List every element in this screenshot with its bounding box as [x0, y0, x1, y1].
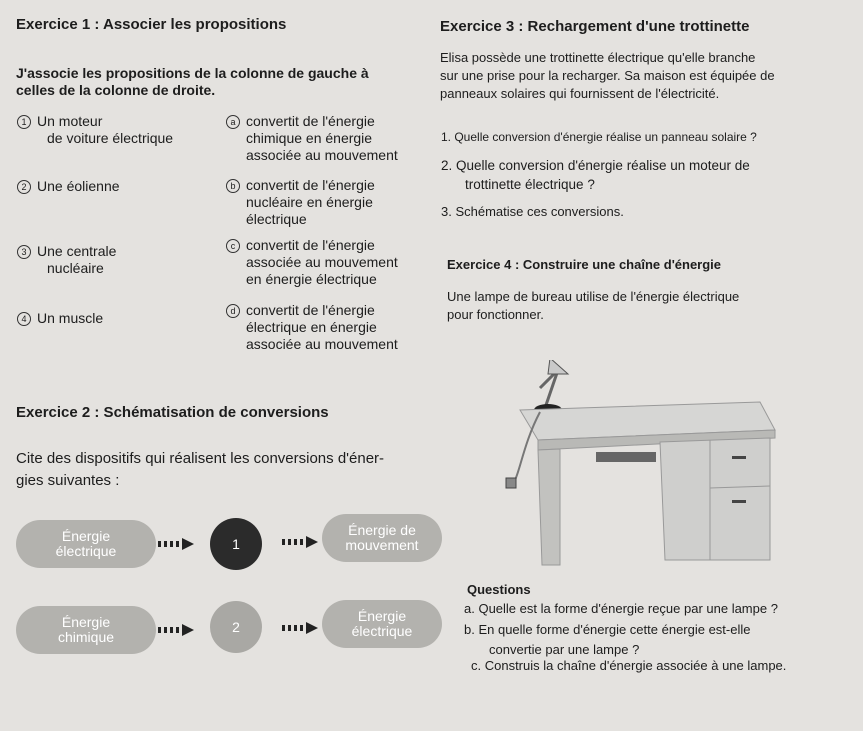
ex2-row1-from-line2: électrique: [55, 543, 117, 559]
ex2-row2-from-line2: chimique: [57, 629, 115, 645]
ex4-qb-line2: convertie par une lampe ?: [489, 642, 640, 657]
ex1-left-1-num: 1: [17, 115, 31, 129]
ex1-left-2: [17, 178, 120, 195]
ex4-qb-line1: b. En quelle forme d'énergie cette énergie est-elle: [464, 622, 751, 637]
ex4-title: Exercice 4 : Construire une chaîne d'énergie: [447, 257, 722, 272]
ex1-left-4-num: 4: [17, 312, 31, 326]
ex1-right-c-line1: convertit de l'énergie: [246, 237, 375, 253]
ex4-qb: [464, 620, 751, 660]
ex4-questions-title: Questions: [467, 582, 531, 597]
ex1-left-3-line1: Une centrale: [37, 243, 117, 259]
ex3-q2-line2: trottinette électrique ?: [465, 177, 595, 192]
ex1-left-2-num: 2: [17, 180, 31, 194]
ex2-title: Exercice 2 : Schématisation de conversions: [16, 404, 329, 421]
ex4-text-line2: pour fonctionner.: [447, 307, 544, 322]
ex1-left-1-line1: Un moteur: [37, 113, 103, 129]
ex1-left-4-line1: Un muscle: [37, 310, 104, 326]
ex1-left-2-line1: Une éolienne: [37, 178, 120, 194]
ex3-q2-line1: 2. Quelle conversion d'énergie réalise un moteur de: [441, 158, 750, 173]
drawer-handle-2: [732, 500, 746, 503]
ex3-q1: 1. Quelle conversion d'énergie réalise un panneau solaire ?: [441, 130, 757, 144]
ex1-right-b-letter: b: [226, 179, 240, 193]
ex4-text-line1: Une lampe de bureau utilise de l'énergie électrique: [447, 289, 740, 304]
desk-lamp-illustration: [500, 360, 800, 575]
ex4-text: [447, 288, 847, 324]
ex1-right-d-line2: électrique en énergie: [246, 319, 377, 335]
ex3-text-line1: Elisa possède une trottinette électrique qu'elle branche: [440, 50, 756, 65]
ex3-text: [440, 49, 850, 103]
ex2-row1-from-line1: Énergie: [61, 528, 111, 544]
ex1-left-4: [17, 310, 103, 327]
ex1-right-a-letter: a: [226, 115, 240, 129]
desk-drawer-block: [660, 438, 770, 560]
ex1-right-d: [226, 302, 441, 353]
ex2-row1-to: [322, 514, 442, 562]
ex1-right-b-line3: électrique: [246, 211, 307, 227]
ex1-right-a: [226, 113, 436, 164]
ex1-left-3-line2: nucléaire: [47, 260, 104, 276]
ex3-text-line3: panneaux solaires qui fournissent de l'électricité.: [440, 86, 720, 101]
ex2-row1-to-line1: Énergie de: [348, 522, 416, 538]
ex2-row1-arrow2: [282, 536, 326, 548]
ex2-intro-line2: gies suivantes :: [16, 472, 120, 489]
ex2-row1-device: 1: [210, 518, 262, 570]
ex2-row1-to-line2: mouvement: [345, 537, 419, 553]
ex2-row2-to-line2: électrique: [351, 623, 413, 639]
ex3-text-line2: sur une prise pour la recharger. Sa maison est équipée de: [440, 68, 775, 83]
drawer-handle-1: [732, 456, 746, 459]
ex1-right-d-letter: d: [226, 304, 240, 318]
ex1-intro: [16, 65, 369, 99]
ex1-right-a-line1: convertit de l'énergie: [246, 113, 375, 129]
ex2-row1-arrow1: [158, 538, 202, 550]
ex2-row2-from: [16, 606, 156, 654]
ex1-right-c-line3: en énergie électrique: [246, 271, 377, 287]
ex2-row1-from: [16, 520, 156, 568]
ex3-title: Exercice 3 : Rechargement d'une trottinette: [440, 18, 750, 35]
ex1-right-c-line2: associée au mouvement: [246, 254, 398, 270]
ex1-intro-line2: celles de la colonne de droite.: [16, 82, 216, 98]
ex3-q2: [441, 156, 750, 194]
ex1-left-3: [17, 243, 116, 277]
ex1-right-a-line3: associée au mouvement: [246, 147, 398, 163]
lamp-head: [548, 360, 568, 374]
ex2-row2-from-line1: Énergie: [61, 614, 111, 630]
ex2-row2-arrow1: [158, 624, 202, 636]
ex1-left-1-line2: de voiture électrique: [47, 130, 174, 146]
ex1-right-b-line1: convertit de l'énergie: [246, 177, 375, 193]
ex1-right-d-line1: convertit de l'énergie: [246, 302, 375, 318]
ex2-row2-arrow2: [282, 622, 326, 634]
ex2-row2-to-line1: Énergie: [357, 608, 407, 624]
ex1-title: Exercice 1 : Associer les propositions: [16, 16, 287, 33]
ex1-left-3-num: 3: [17, 245, 31, 259]
ex1-intro-line1: J'associe les propositions de la colonne de gauche à: [16, 65, 369, 81]
desk-drawer-front: [596, 452, 656, 462]
ex1-right-b: [226, 177, 436, 228]
ex2-row2-to: [322, 600, 442, 648]
desk-left-panel: [538, 449, 560, 565]
ex1-left-1: [17, 113, 173, 147]
ex1-right-a-line2: chimique en énergie: [246, 130, 373, 146]
ex3-q3: 3. Schématise ces conversions.: [441, 204, 624, 219]
ex2-intro-line1: Cite des dispositifs qui réalisent les conversions d'éner-: [16, 450, 385, 467]
ex2-intro: [16, 448, 384, 492]
ex4-qc: c. Construis la chaîne d'énergie associée à une lampe.: [471, 658, 787, 673]
ex1-right-b-line2: nucléaire en énergie: [246, 194, 373, 210]
ex1-right-c: [226, 237, 436, 288]
ex1-right-c-letter: c: [226, 239, 240, 253]
power-outlet: [506, 478, 516, 488]
ex2-row2-device: 2: [210, 601, 262, 653]
ex1-right-d-line3: associée au mouvement: [246, 336, 398, 352]
ex4-qa: a. Quelle est la forme d'énergie reçue par une lampe ?: [464, 601, 778, 616]
